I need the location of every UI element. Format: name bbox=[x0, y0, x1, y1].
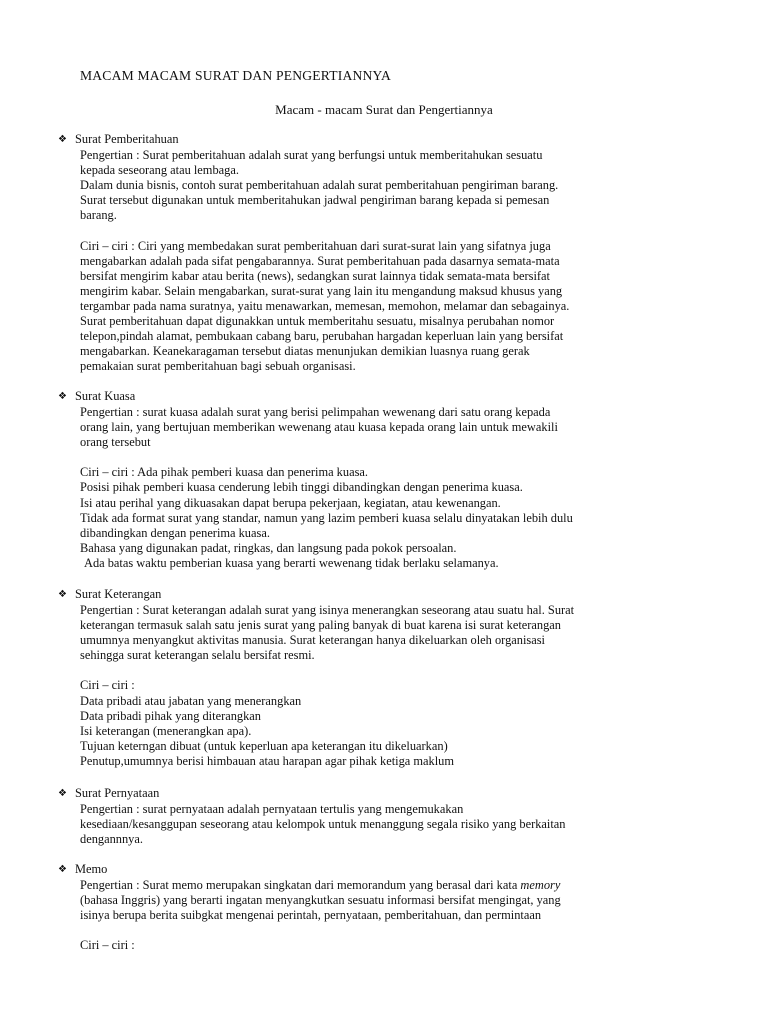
paragraph-line: pemakaian surat pemberitahuan bagi sebuah organisasi. bbox=[80, 359, 356, 374]
memo-italic-term: memory bbox=[520, 878, 561, 892]
paragraph-line: keterangan termasuk salah satu jenis surat yang paling banyak di buat karena isi surat keterangan bbox=[80, 618, 562, 633]
blank-line bbox=[80, 450, 708, 465]
section-heading-label: Surat Pemberitahuan bbox=[75, 132, 179, 146]
section-heading bbox=[58, 389, 708, 404]
blank-line bbox=[80, 663, 708, 678]
paragraph-line: Surat pemberitahuan dapat digunakkan untuk memberitahu sesuatu, misalnya perubahan nomor bbox=[80, 314, 555, 329]
paragraph-line: Ciri – ciri : bbox=[80, 938, 135, 953]
paragraph-line: barang. bbox=[80, 208, 117, 223]
memo-text: Pengertian : Surat memo merupakan singkatan dari memorandum yang berasal dari kata bbox=[80, 878, 521, 892]
section-body bbox=[80, 878, 708, 953]
section-body bbox=[80, 802, 708, 847]
section-heading bbox=[58, 862, 708, 877]
section-heading-label: Surat Pernyataan bbox=[75, 786, 160, 800]
section-heading-label: Surat Kuasa bbox=[75, 389, 136, 403]
blank-line bbox=[80, 223, 708, 238]
document-subtitle: Macam - macam Surat dan Pengertiannya bbox=[275, 102, 493, 117]
section-surat-pernyataan bbox=[58, 786, 708, 847]
diamond-bullet-icon: ❖ bbox=[58, 864, 67, 875]
paragraph-line: Ciri – ciri : Ada pihak pemberi kuasa dan penerima kuasa. bbox=[80, 465, 368, 480]
paragraph-line: orang lain, yang bertujuan memberikan wewenang atau kuasa kepada orang lain untuk mewakili bbox=[80, 420, 558, 435]
diamond-bullet-icon: ❖ bbox=[58, 788, 67, 799]
section-heading-label: Surat Keterangan bbox=[75, 587, 162, 601]
paragraph-line: isinya berupa berita suibgkat mengenai perintah, pernyataan, pemberitahuan, dan permintaan bbox=[80, 908, 542, 923]
diamond-bullet-icon: ❖ bbox=[58, 589, 67, 600]
paragraph-line: Penutup,umumnya berisi himbauan atau harapan agar pihak ketiga maklum bbox=[80, 753, 455, 768]
paragraph-line: (bahasa Inggris) yang berarti ingatan menyangkutkan sesuatu informasi bersifat mengingat, yang bbox=[80, 893, 561, 908]
section-surat-keterangan bbox=[58, 587, 708, 769]
paragraph-line: sehingga surat keterangan selalu bersifat resmi. bbox=[80, 648, 315, 663]
section-body bbox=[80, 405, 708, 571]
paragraph-line: dibandingkan dengan penerima kuasa. bbox=[80, 525, 270, 540]
paragraph-line: mengabarkan. Keanekaragaman tersebut diatas menunjukan demikian luasnya ruang gerak bbox=[80, 344, 530, 359]
paragraph-line bbox=[80, 878, 708, 893]
paragraph-line: Tidak ada format surat yang standar, namun yang lazim pemberi kuasa selalu dinyatakan lebih dulu bbox=[80, 510, 573, 525]
paragraph-line: dengannnya. bbox=[80, 832, 143, 847]
paragraph-line: Pengertian : Surat keterangan adalah surat yang isinya menerangkan seseorang atau suatu hal. Surat bbox=[80, 603, 575, 617]
section-memo bbox=[58, 862, 708, 953]
section-body bbox=[80, 148, 708, 374]
diamond-bullet-icon: ❖ bbox=[58, 134, 67, 145]
document-title: MACAM MACAM SURAT DAN PENGERTIANNYA bbox=[80, 68, 392, 83]
section-heading bbox=[58, 587, 708, 602]
paragraph-line: Posisi pihak pemberi kuasa cenderung lebih tinggi dibandingkan dengan penerima kuasa. bbox=[80, 480, 523, 495]
paragraph-line: umumnya menyangkut aktivitas manusia. Surat keterangan hanya dikeluarkan oleh organisasi bbox=[80, 633, 545, 648]
paragraph-line: Tujuan keterngan dibuat (untuk keperluan apa keterangan itu dikeluarkan) bbox=[80, 738, 448, 753]
paragraph-line: orang tersebut bbox=[80, 435, 151, 450]
paragraph-line: Dalam dunia bisnis, contoh surat pemberitahuan adalah surat pemberitahuan pengiriman barang. bbox=[80, 178, 559, 193]
paragraph-line: bersifat mengirim kabar atau berita (news), sedangkan surat lainnya tidak semata-mata bersifat bbox=[80, 268, 550, 283]
section-heading bbox=[58, 132, 708, 147]
paragraph-line: mengabarkan adalah pada sifat pengabarannya. Surat pemberitahuan pada dasarnya semata-mata bbox=[80, 253, 560, 268]
paragraph-line: Pengertian : surat kuasa adalah surat yang berisi pelimpahan wewenang dari satu orang kepada bbox=[80, 405, 551, 419]
paragraph-line: telepon,pindah alamat, pembukaan cabang baru, perubahan hargadan keperluan lain yang bersifat bbox=[80, 329, 564, 344]
blank-line bbox=[80, 923, 708, 938]
paragraph-line: Surat tersebut digunakan untuk memberitahukan jadwal pengiriman barang kepada si pemesan bbox=[80, 193, 550, 208]
paragraph-line: Data pribadi atau jabatan yang menerangkan bbox=[80, 693, 302, 708]
paragraph-line: Pengertian : Surat pemberitahuan adalah surat yang berfungsi untuk memberitahukan sesuatu bbox=[80, 148, 543, 162]
paragraph-line: Pengertian : surat pernyataan adalah pernyataan tertulis yang mengemukakan bbox=[80, 802, 464, 816]
paragraph-line: Isi atau perihal yang dikuasakan dapat berupa pekerjaan, kegiatan, atau kewenangan. bbox=[80, 495, 501, 510]
paragraph-line: Ciri – ciri : bbox=[80, 678, 135, 693]
section-heading-label: Memo bbox=[75, 862, 108, 876]
paragraph-line: kepada seseorang atau lembaga. bbox=[80, 163, 239, 178]
paragraph-line: tergambar pada nama suratnya, yaitu menawarkan, memesan, memohon, melamar dan sebagainya. bbox=[80, 298, 570, 313]
paragraph-line: Isi keterangan (menerangkan apa). bbox=[80, 723, 252, 738]
section-heading bbox=[58, 786, 708, 801]
paragraph-line: mengirim kabar. Selain mengabarkan, surat-surat yang lain itu mengandung maksud khusus yang bbox=[80, 283, 563, 298]
paragraph-line: Bahasa yang digunakan padat, ringkas, dan langsung pada pokok persoalan. bbox=[80, 540, 457, 555]
paragraph-line: kesediaan/kesanggupan seseorang atau kelompok untuk menanggung segala risiko yang berkaitan bbox=[80, 817, 566, 832]
paragraph-line: Ada batas waktu pemberian kuasa yang berarti wewenang tidak berlaku selamanya. bbox=[84, 555, 499, 570]
section-surat-kuasa bbox=[58, 389, 708, 571]
section-body bbox=[80, 603, 708, 769]
paragraph-line: Data pribadi pihak yang diterangkan bbox=[80, 708, 261, 723]
section-surat-pemberitahuan bbox=[58, 132, 708, 374]
paragraph-line: Ciri – ciri : Ciri yang membedakan surat pemberitahuan dari surat-surat lain yang sifatnya juga bbox=[80, 238, 551, 253]
diamond-bullet-icon: ❖ bbox=[58, 391, 67, 402]
